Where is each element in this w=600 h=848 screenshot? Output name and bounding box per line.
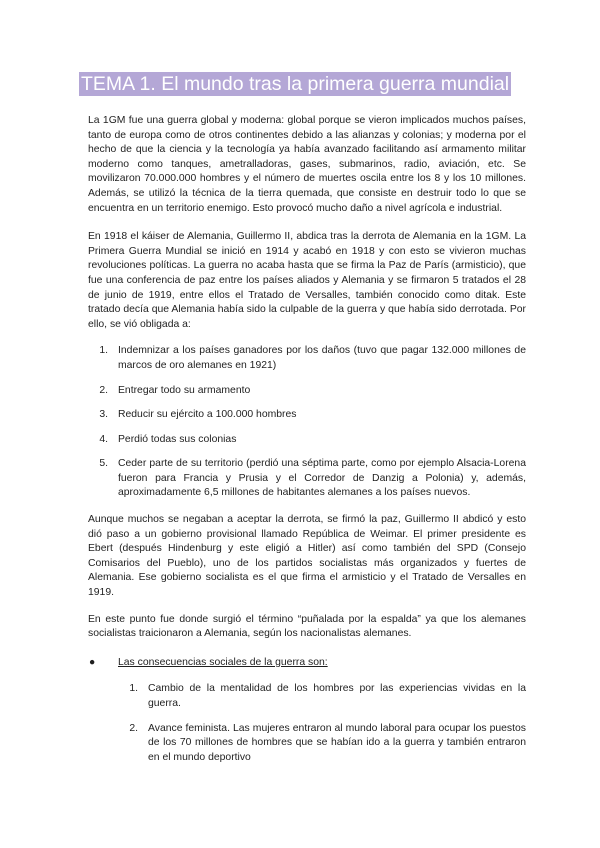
list-item [99, 457, 526, 501]
list-number: 4. [99, 433, 108, 445]
list-number: 3. [99, 409, 108, 421]
list-item [99, 384, 526, 399]
list-text: Indemnizar a los países ganadores por los daños (tuvo que pagar 132.000 millones de marcos de oro alemanes en 1921) [118, 345, 526, 371]
list-item [99, 344, 526, 373]
list-item [129, 682, 526, 711]
paragraph-stab-in-back: En este punto fue donde surgió el término “puñalada por la espalda” ya que los alemanes socialistas traicionaron a Alemania, según los nacionalistas alemanes. [88, 613, 526, 640]
list-number: 2. [99, 384, 108, 396]
bullet-icon: ● [89, 656, 96, 668]
page-title: TEMA 1. El mundo tras la primera guerra mundial [81, 73, 510, 95]
bullet-heading [89, 656, 526, 671]
paragraph-weimar: Aunque muchos se negaban a aceptar la derrota, se firmó la paz, Guillermo II abdicó y esto dió paso a un gobierno provisional llamado República de Weimar. El primer presidente es Ebert (después Hindenburg y este eligió a Hitler) así como también del SPD (Consejo Comisarios del Pueblo), uno de los partidos socialistas más organizados y fuertes de Alemania. Ese gobierno socialista es el que firma el armisticio y el Tratado de Versalles en 1919. [88, 514, 526, 599]
consequences-list [129, 682, 526, 765]
list-item [129, 722, 526, 766]
list-text: Perdió todas sus colonias [118, 433, 237, 445]
bullet-text: Las consecuencias sociales de la guerra son: [118, 656, 328, 668]
list-item [99, 433, 526, 448]
list-text: Avance feminista. Las mujeres entraron al mundo laboral para ocupar los puestos de los 70 millones de hombres que se habían ido a la guerra y también entraron en el mundo deportivo [148, 722, 526, 763]
list-text: Entregar todo su armamento [118, 384, 251, 396]
list-number: 1. [99, 345, 108, 357]
list-number: 1. [129, 683, 138, 695]
list-text: Ceder parte de su territorio (perdió una séptima parte, como por ejemplo Alsacia-Lorena fueron para Francia y Prusia y el Corredor de Danzig a Polonia) y, además, aproximadamente 6,5 millones de habitantes alemanes a los países nuevos. [118, 458, 526, 499]
paragraph-armistice: En 1918 el káiser de Alemania, Guillermo II, abdica tras la derrota de Alemania en la 1GM. La Primera Guerra Mundial se inició en 1914 y acabó en 1918 y con esto se vivieron muchas revoluciones políticas. La guerra no acaba hasta que se firma la Paz de París (armisticio), que fue una conferencia de paz entre los países aliados y Alemania y se firmaron 5 tratados el 28 de junio de 1919, entre ellos el Tratado de Versalles, también conocido como ditak. Este tratado decía que Alemania había sido la culpable de la guerra y que había sido derrotada. Por ello, se vió obligada a: [88, 231, 526, 330]
paragraph-intro: La 1GM fue una guerra global y moderna: global porque se vieron implicados muchos países, tanto de europa como de otros continentes debido a las alianzas y colonias; y moderna por el hecho de que la ciencia y la tecnología ya había avanzado facilitando así armamento militar moderno como tanques, ametralladoras, gases, submarinos, radio, aviación, etc. Se movilizaron 70.000.000 hombres y el número de muertes oscila entre los 8 y los 10 millones. Además, se utilizó la técnica de la tierra quemada, que consiste en destruir todo lo que se encuentra en un territorio enemigo. Esto provocó mucho daño a nivel agrícola e industrial. [88, 115, 526, 214]
list-text: Reducir su ejército a 100.000 hombres [118, 409, 297, 421]
obligations-list [99, 344, 526, 501]
list-item [99, 408, 526, 423]
document-body [88, 114, 526, 775]
list-number: 5. [99, 458, 108, 470]
list-number: 2. [129, 722, 138, 734]
list-text: Cambio de la mentalidad de los hombres por las experiencias vividas en la guerra. [148, 683, 526, 709]
title-block [79, 72, 511, 96]
